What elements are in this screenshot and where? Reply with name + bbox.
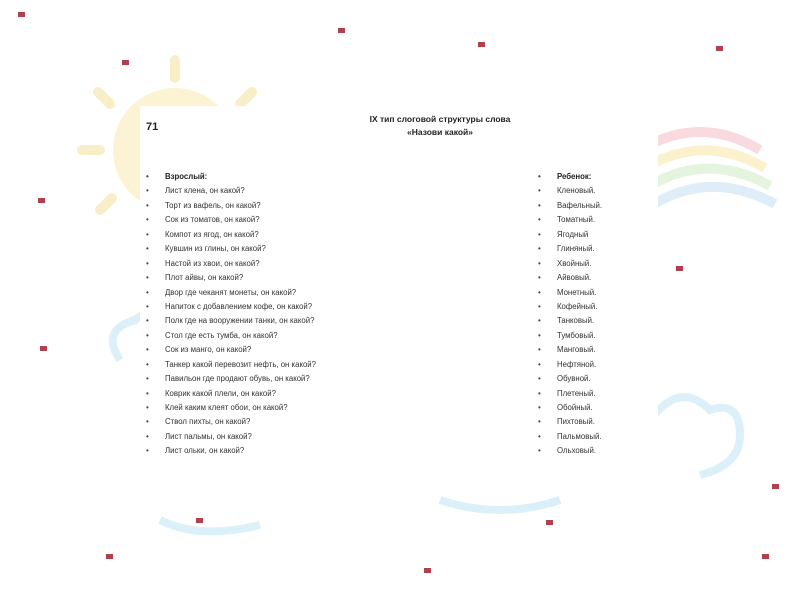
bullet-icon: • [538,244,541,254]
list-item: • Ольховый. [538,444,648,458]
list-item: • Кофейный. [538,300,648,314]
bullet-icon: • [538,172,541,181]
list-item: • Плетеный. [538,387,648,401]
list-header-adult: • Взрослый: [146,170,446,184]
list-item: • Обувной. [538,372,648,386]
list-item: • Хвойный. [538,257,648,271]
bullet-icon: • [538,229,541,239]
list-item: • Компот из ягод, он какой? [146,228,446,242]
adult-questions-list [146,170,446,459]
list-item: • Томатный. [538,213,648,227]
slide-title [270,113,610,139]
bullet-icon: • [538,316,541,326]
bullet-icon: • [538,301,541,311]
bullet-icon: • [146,359,149,369]
bullet-icon: • [146,200,149,210]
bullet-icon: • [146,172,149,181]
slide-card [140,106,658,494]
title-line-1: IX тип слоговой структуры слова [369,114,511,124]
bullet-icon: • [538,431,541,441]
page-number: 71 [146,121,159,133]
bullet-icon: • [146,215,149,225]
bullet-icon: • [538,186,541,196]
bullet-icon: • [146,374,149,384]
bullet-icon: • [538,200,541,210]
list-item: • Полк где на вооружении танки, он какой? [146,314,446,328]
list-item: • Сок из томатов, он какой? [146,213,446,227]
title-line-2: «Назови какой» [407,127,473,137]
bullet-icon: • [146,431,149,441]
bullet-icon: • [146,330,149,340]
list-item: • Лист клена, он какой? [146,184,446,198]
bullet-icon: • [146,273,149,283]
list-item: • Стол где есть тумба, он какой? [146,329,446,343]
bullet-icon: • [146,244,149,254]
list-item: • Обойный. [538,401,648,415]
list-item: • Плот айвы, он какой? [146,271,446,285]
bullet-icon: • [538,273,541,283]
list-item: • Монетный. [538,286,648,300]
list-item: • Нефтяной. [538,358,648,372]
list-item: • Кувшин из глины, он какой? [146,242,446,256]
bullet-icon: • [538,287,541,297]
list-item: • Двор где чеканят монеты, он какой? [146,286,446,300]
list-item: • Павильон где продают обувь, он какой? [146,372,446,386]
bullet-icon: • [146,345,149,355]
bullet-icon: • [538,374,541,384]
bullet-icon: • [538,359,541,369]
bullet-icon: • [146,388,149,398]
bullet-icon: • [146,446,149,456]
list-item: • Пальмовый. [538,430,648,444]
bullet-icon: • [146,229,149,239]
list-item: • Торт из вафель, он какой? [146,199,446,213]
child-answers-list [538,170,648,459]
bullet-icon: • [146,258,149,268]
bullet-icon: • [538,417,541,427]
list-item: • Айвовый. [538,271,648,285]
list-item: • Коврик какой плели, он какой? [146,387,446,401]
list-item: • Манговый. [538,343,648,357]
bullet-icon: • [538,345,541,355]
bullet-icon: • [538,403,541,412]
list-item: • Глиняный. [538,242,648,256]
bullet-icon: • [538,215,541,225]
list-header-child: • Ребенок: [538,170,648,184]
bullet-icon: • [146,316,149,326]
list-item: • Лист пальмы, он какой? [146,430,446,444]
list-item: • Сок из манго, он какой? [146,343,446,357]
bullet-icon: • [538,388,541,398]
list-item: • Настой из хвои, он какой? [146,257,446,271]
list-item: • Клей каким клеят обои, он какой? [146,401,446,415]
list-item: • Танковый. [538,314,648,328]
bullet-icon: • [146,417,149,427]
list-item: • Танкер какой перевозит нефть, он какой? [146,358,446,372]
list-item: • Пихтовый. [538,415,648,429]
list-item: • Ствол пихты, он какой? [146,415,446,429]
list-item: • Тумбовый. [538,329,648,343]
bullet-icon: • [538,258,541,268]
list-item: • Вафельный. [538,199,648,213]
bullet-icon: • [538,446,541,456]
list-item: • Кленовый. [538,184,648,198]
list-item: • Напиток с добавлением кофе, он какой? [146,300,446,314]
list-item: • Ягодный [538,228,648,242]
bullet-icon: • [146,287,149,297]
bullet-icon: • [538,330,541,340]
bullet-icon: • [146,301,149,311]
bullet-icon: • [146,403,149,412]
list-item: • Лист ольки, он какой? [146,444,446,458]
bullet-icon: • [146,186,149,196]
